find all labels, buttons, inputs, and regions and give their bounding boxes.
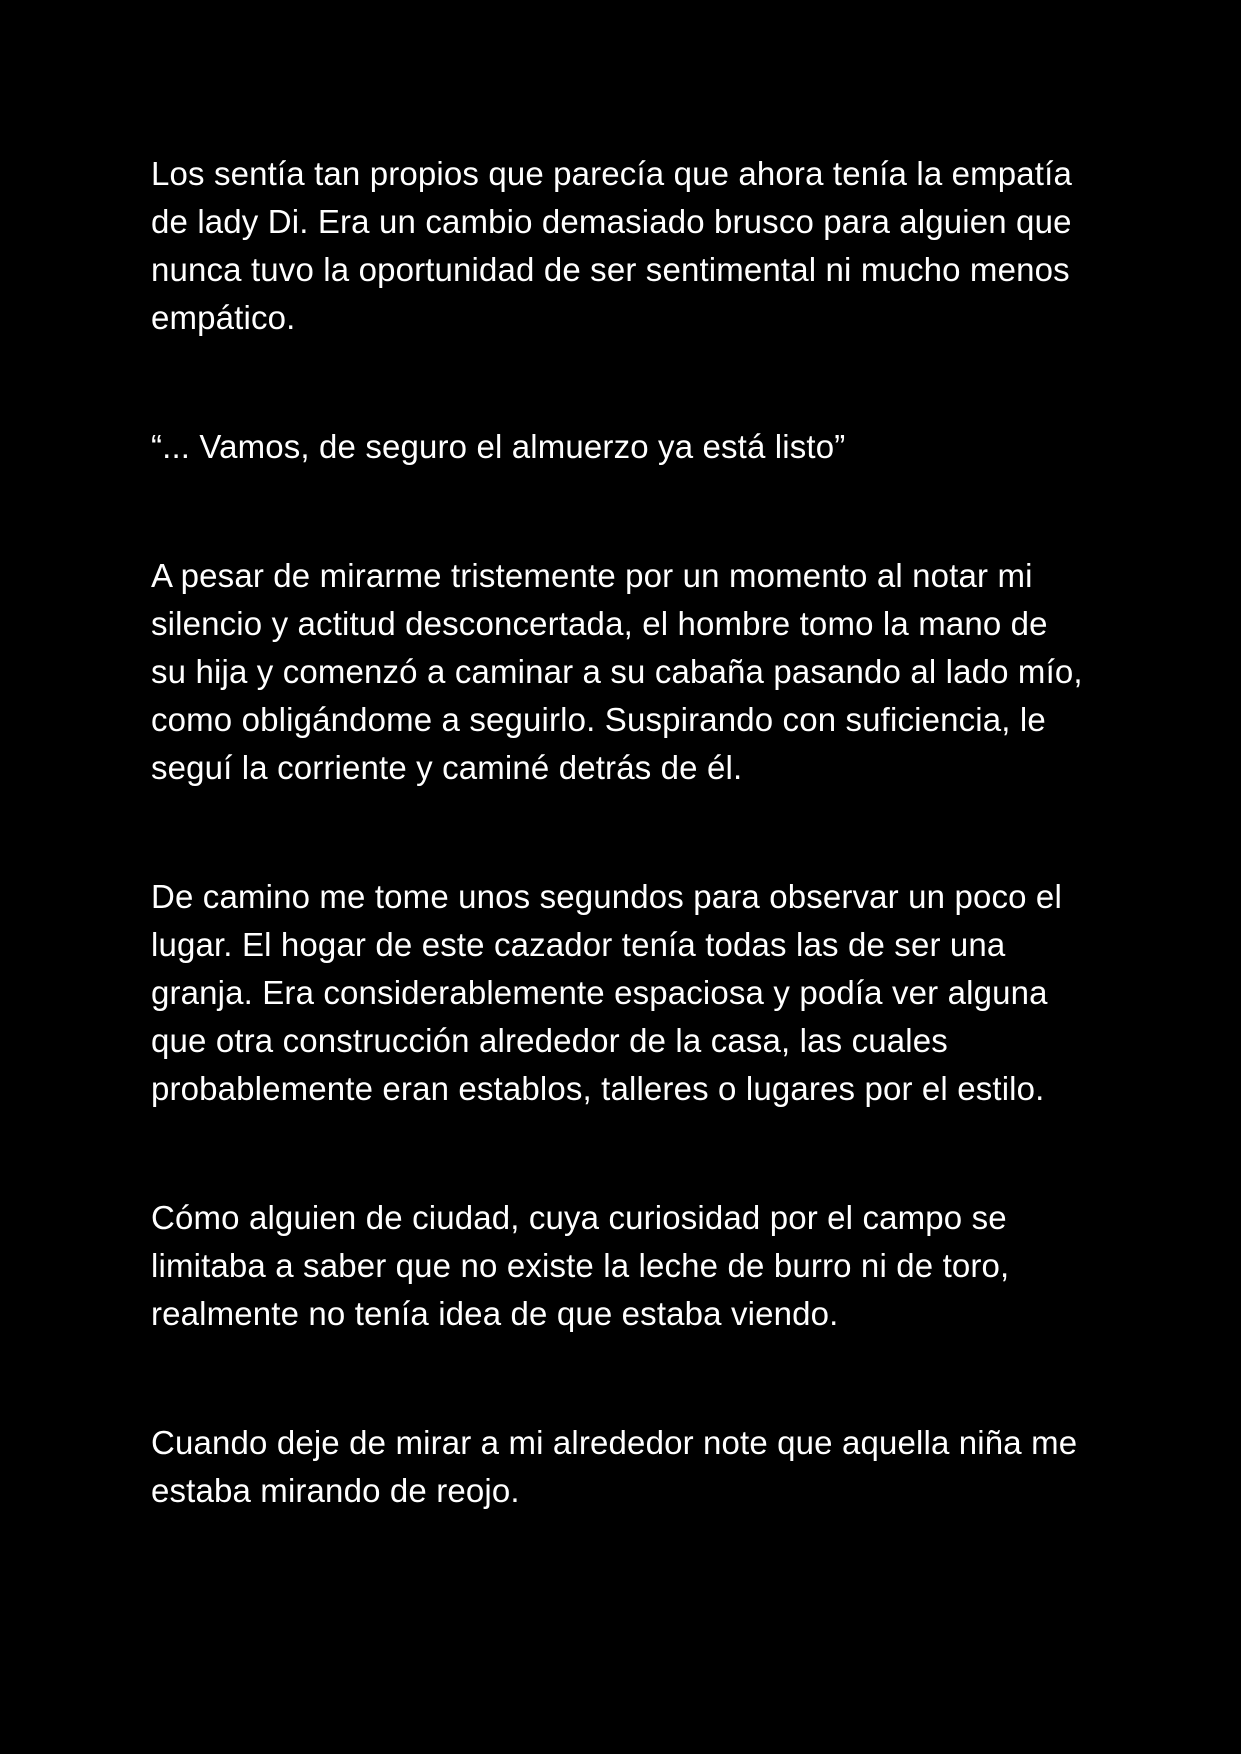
- paragraph-4: De camino me tome unos segundos para observar un poco el lugar. El hogar de este cazador tenía todas las de ser una granja. Era considerablemente espaciosa y podía ver alguna que otra construcción alrededor de la casa, las cuales probablemente eran establos, talleres o lugares por el estilo.: [151, 878, 1062, 1107]
- paragraph-5: Cómo alguien de ciudad, cuya curiosidad por el campo se limitaba a saber que no existe la leche de burro ni de toro, realmente no tenía idea de que estaba viendo.: [151, 1199, 1010, 1332]
- paragraph-3: A pesar de mirarme tristemente por un momento al notar mi silencio y actitud desconcertada, el hombre tomo la mano de su hija y comenzó a caminar a su cabaña pasando al lado mío, como obligándome a seguirlo. Suspirando con suficiencia, le seguí la corriente y caminé detrás de él.: [151, 557, 1083, 786]
- body-text: [151, 150, 1091, 1515]
- paragraph-1: Los sentía tan propios que parecía que ahora tenía la empatía de lady Di. Era un cambio demasiado brusco para alguien que nunca tuvo la oportunidad de ser sentimental ni mucho menos empático.: [151, 155, 1072, 336]
- paragraph-2-dialogue: “... Vamos, de seguro el almuerzo ya está listo”: [151, 428, 846, 465]
- paragraph-6: Cuando deje de mirar a mi alrededor note que aquella niña me estaba mirando de reojo.: [151, 1424, 1078, 1509]
